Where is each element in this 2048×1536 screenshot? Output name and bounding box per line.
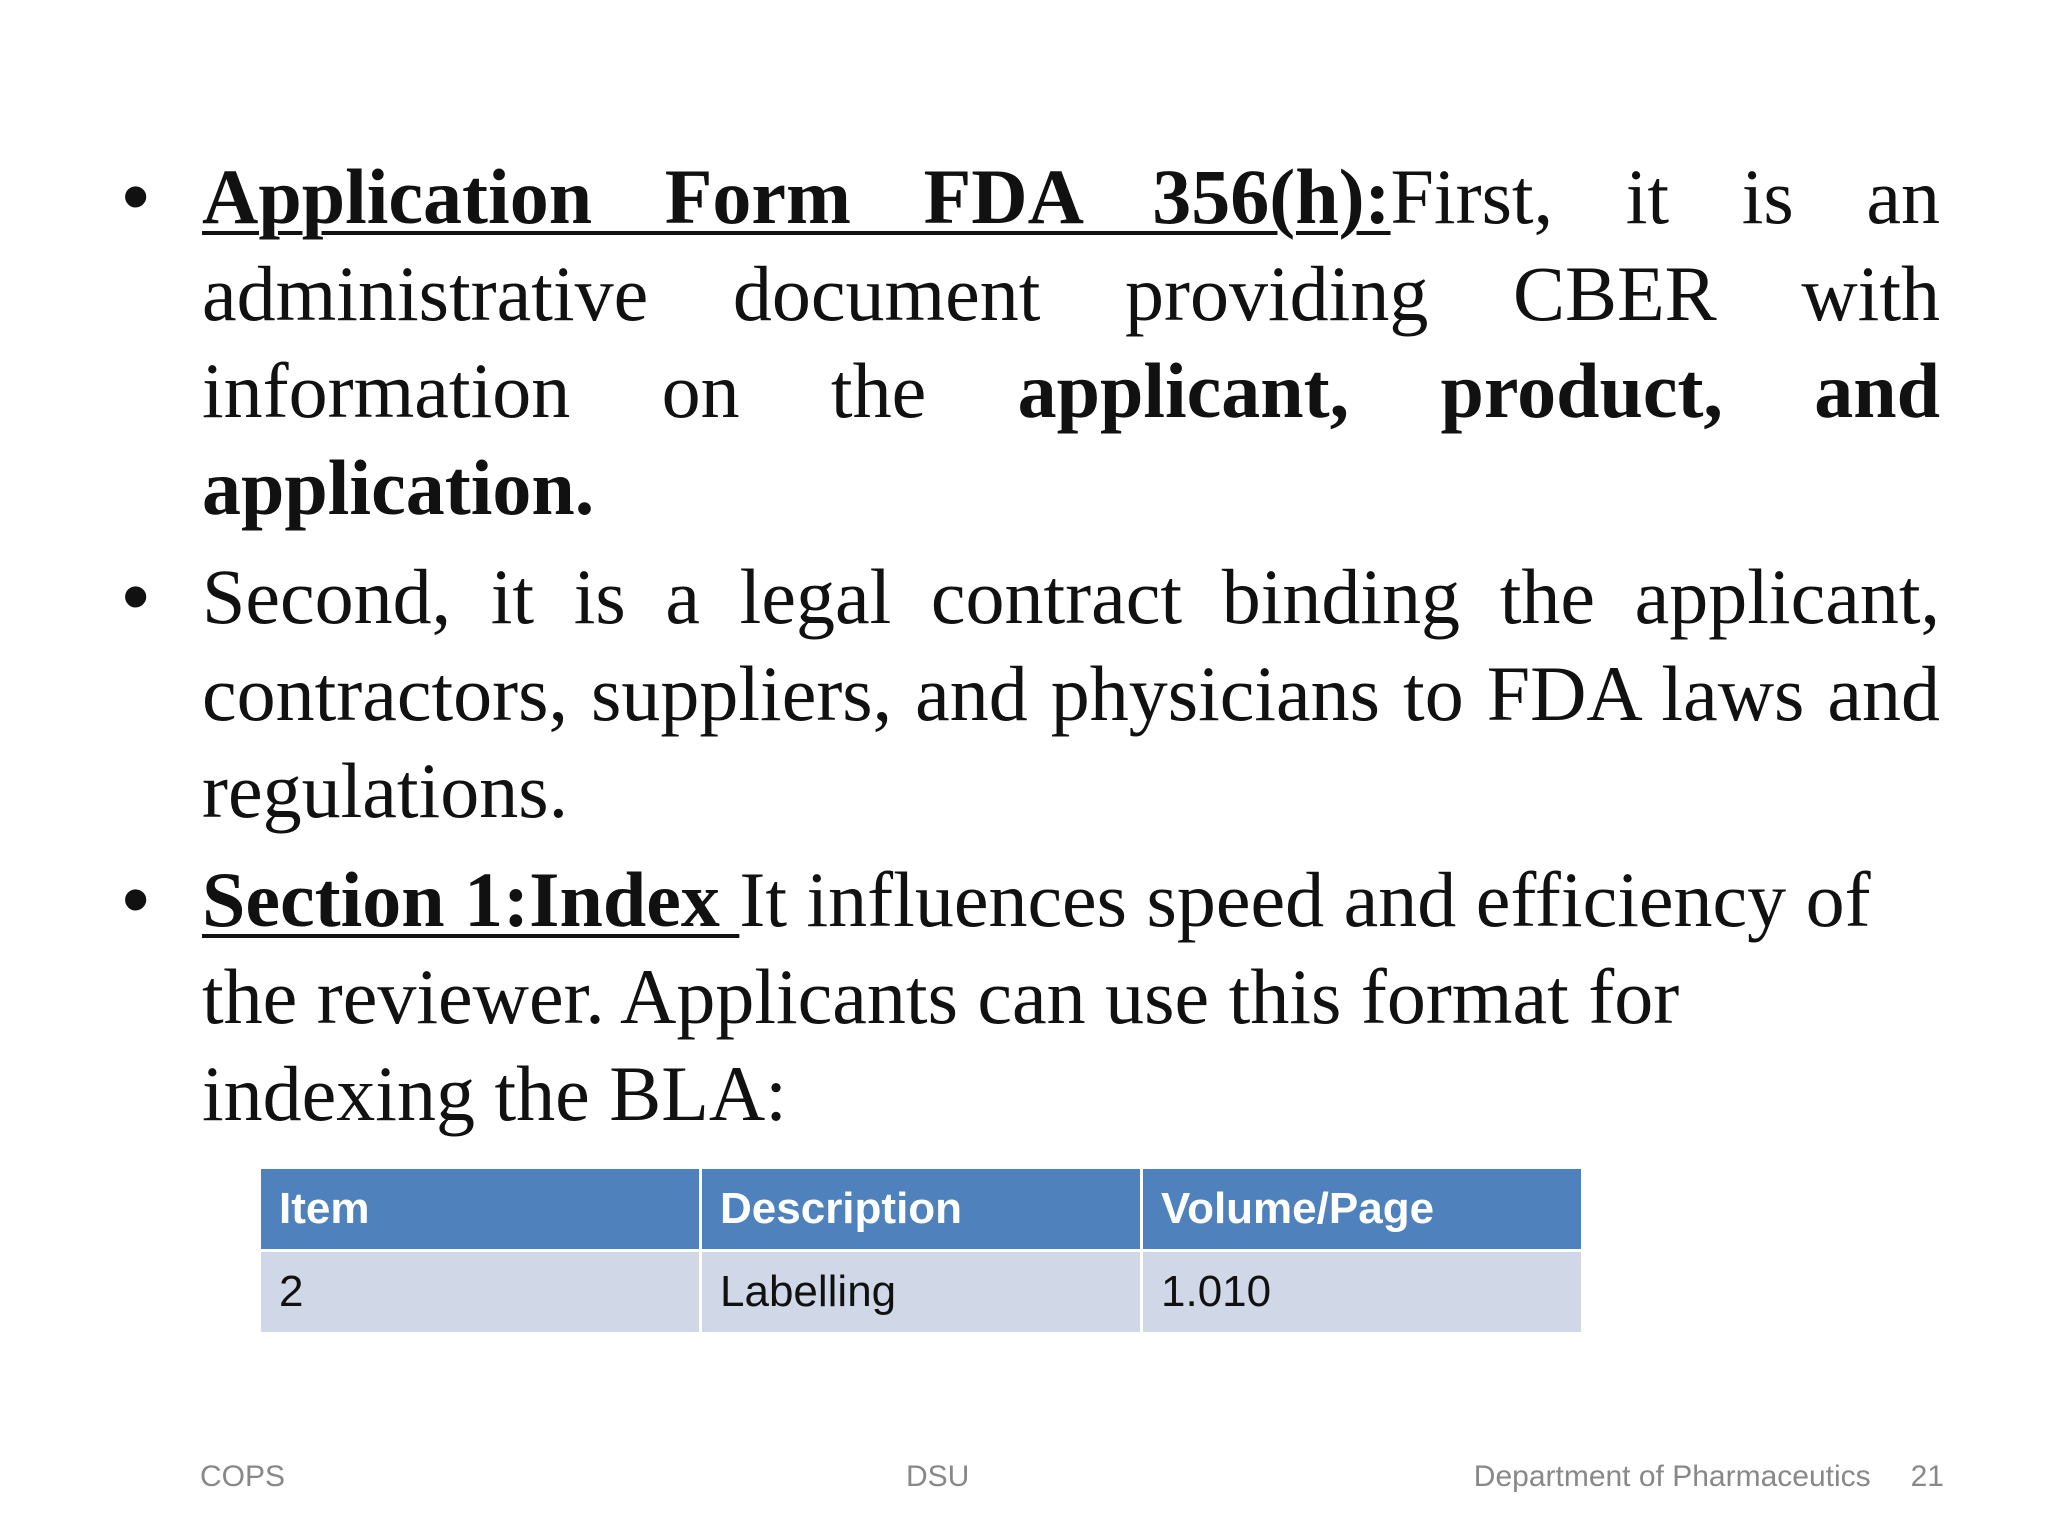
table-cell: 1.010 bbox=[1142, 1251, 1583, 1334]
bullet-dot: • bbox=[122, 552, 150, 640]
footer-center-text: DSU bbox=[906, 1460, 970, 1493]
bullet-item bbox=[122, 148, 1940, 536]
footer-right bbox=[1474, 1460, 1944, 1494]
bullet-text: First, it is an administrative document providing CBER with information on the bbox=[202, 153, 1940, 434]
bullet-lead-application-form: Application Form FDA 356(h): bbox=[202, 153, 1391, 240]
bullet-dot: • bbox=[122, 855, 150, 943]
table-cell: 2 bbox=[260, 1251, 701, 1334]
table-header-cell: Description bbox=[701, 1168, 1142, 1251]
table-header-row bbox=[260, 1168, 1583, 1251]
bullet-text: It influences speed and efficiency of the reviewer. Applicants can use this format for indexing the BLA: bbox=[202, 856, 1871, 1137]
index-table bbox=[258, 1166, 1584, 1335]
table-header-cell: Volume/Page bbox=[1142, 1168, 1583, 1251]
slide-body bbox=[122, 148, 1940, 1154]
bullet-item bbox=[122, 548, 1940, 839]
bullet-emphasis: applicant, product, and application. bbox=[202, 347, 1941, 531]
table-cell: Labelling bbox=[701, 1251, 1142, 1334]
bullet-lead-section-index: Section 1:Index bbox=[202, 856, 740, 943]
footer-left-text: COPS bbox=[200, 1460, 286, 1493]
table-header-cell: Item bbox=[260, 1168, 701, 1251]
bullet-text: Second, it is a legal contract binding the applicant, contractors, suppliers, and physicians to FDA laws and regulations. bbox=[202, 553, 1940, 834]
bullet-dot: • bbox=[122, 152, 150, 240]
table-row bbox=[260, 1251, 1583, 1334]
footer-department: Department of Pharmaceutics bbox=[1473, 1460, 1871, 1493]
page-number: 21 bbox=[1910, 1460, 1944, 1493]
bullet-item bbox=[122, 851, 1940, 1142]
